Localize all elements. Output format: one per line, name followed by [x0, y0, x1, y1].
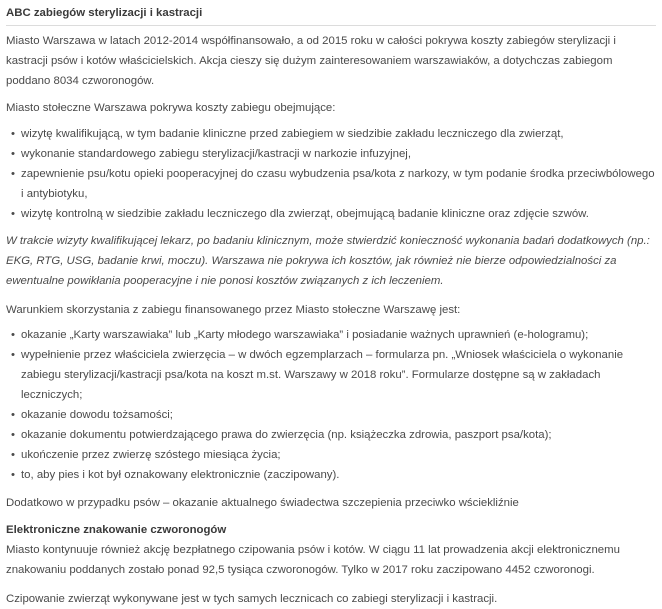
list-item [6, 425, 656, 445]
title-divider [6, 25, 656, 26]
final-note: Czipowanie zwierząt wykonywane jest w tych samych lecznicach co zabiegi sterylizacji i kastracji. [6, 593, 498, 605]
list-item [6, 144, 656, 164]
list-item-text: zapewnienie psu/kotu opieki pooperacyjnej do czasu wybudzenia psa/kota z narkozy, w tym podanie środka przeciwbólowego i antybiotyku, [21, 168, 655, 200]
list-item-text: wizytę kontrolną w siedzibie zakładu leczniczego dla zwierząt, obejmującą badanie kliniczne oraz zdjęcie szwów. [21, 208, 589, 220]
bullet-icon: • [11, 409, 15, 421]
bullet-icon: • [11, 128, 15, 140]
list-item [6, 405, 656, 425]
bullet-icon: • [11, 208, 15, 220]
bullet-icon: • [11, 148, 15, 160]
conditions-list [6, 325, 656, 485]
list-item-text: wykonanie standardowego zabiegu sterylizacji/kastracji w narkozie infuzyjnej, [21, 148, 412, 160]
list-item-text: okazanie dowodu tożsamości; [21, 409, 173, 421]
list-item-text: okazanie dokumentu potwierdzającego prawa do zwierzęcia (np. książeczka zdrowia, paszport psa/kota); [21, 429, 552, 441]
list-item-text: okazanie „Karty warszawiaka” lub „Karty młodego warszawiaka” i posiadanie ważnych uprawnień (e-hologramu); [21, 329, 589, 341]
list-item [6, 465, 656, 485]
list-item-text: to, aby pies i kot był oznakowany elektronicznie (zaczipowany). [21, 469, 340, 481]
bullet-icon: • [11, 168, 15, 180]
list-item-text: wizytę kwalifikującą, w tym badanie kliniczne przed zabiegiem w siedzibie zakładu leczniczego dla zwierząt, [21, 128, 564, 140]
article [6, 0, 656, 609]
page-title: ABC zabiegów sterylizacji i kastracji [6, 7, 203, 19]
chip-paragraph: Miasto kontynuuje również akcję bezpłatnego czipowania psów i kotów. W ciągu 11 lat prowadzenia akcji elektronicznemu znakowaniu poddanych zostało ponad 92,5 tysiąca czworonogów. Tylko w 2017 roku zaczipowano 4452 czworonogi. [6, 544, 620, 576]
bullet-icon: • [11, 469, 15, 481]
list-item [6, 325, 656, 345]
dogs-note: Dodatkowo w przypadku psów – okazanie aktualnego świadectwa szczepienia przeciwko wściekliźnie [6, 497, 519, 509]
list-item-text: ukończenie przez zwierzę szóstego miesiąca życia; [21, 449, 281, 461]
list-item [6, 345, 656, 405]
list-item [6, 204, 656, 224]
intro-paragraph: Miasto Warszawa w latach 2012-2014 współfinansowało, a od 2015 roku w całości pokrywa koszty zabiegów sterylizacji i kastracji psów i kotów właścicielskich. Akcja cieszy się dużym zainteresowaniem warszawiaków, a dotychczas zabiegom poddano 8034 czworonogów. [6, 35, 616, 87]
list-item [6, 164, 656, 204]
chip-section-title: Elektroniczne znakowanie czworonogów [6, 524, 227, 536]
list-item [6, 445, 656, 465]
bullet-icon: • [11, 349, 15, 361]
italic-note: W trakcie wizyty kwalifikującej lekarz, po badaniu klinicznym, może stwierdzić konieczność wykonania badań dodatkowych (np.: EKG, RTG, USG, badanie krwi, moczu). Warszawa nie pokrywa ich kosztów, jak również nie bierze odpowiedzialności za ewentualne powikłania pooperacyjne i nie ponosi kosztów związanych z ich leczeniem. [6, 235, 650, 287]
bullet-icon: • [11, 329, 15, 341]
list-item [6, 124, 656, 144]
costs-list [6, 124, 656, 224]
list-item-text: wypełnienie przez właściciela zwierzęcia – w dwóch egzemplarzach – formularza pn. „Wniosek właściciela o wykonanie zabiegu sterylizacji/kastracji psa/kota na koszt m.st. Warszawy w 2018 roku”. Formularze dostępne są w zakładach leczniczych; [21, 349, 624, 401]
bullet-icon: • [11, 449, 15, 461]
bullet-icon: • [11, 429, 15, 441]
costs-lead: Miasto stołeczne Warszawa pokrywa koszty zabiegu obejmujące: [6, 102, 336, 114]
conditions-lead: Warunkiem skorzystania z zabiegu finansowanego przez Miasto stołeczne Warszawę jest: [6, 304, 461, 316]
